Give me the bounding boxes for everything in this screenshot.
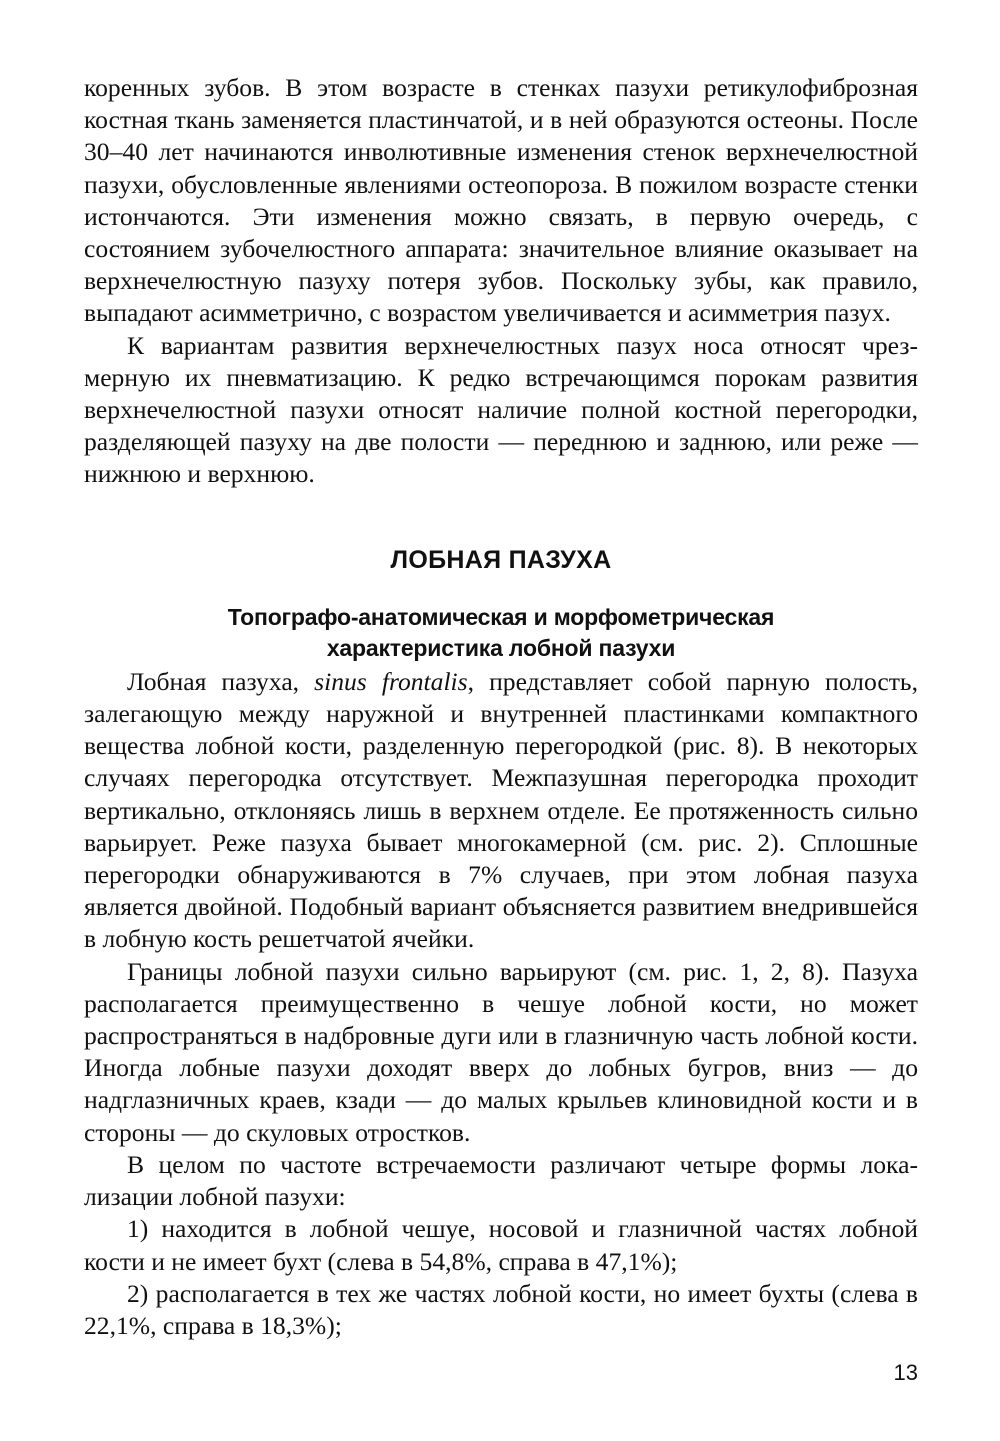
page-text-column bbox=[84, 72, 918, 1342]
latin-term: sinus frontalis bbox=[314, 666, 468, 696]
subsection-title bbox=[84, 602, 918, 664]
paragraph-frontal-sinus-definition bbox=[84, 666, 918, 956]
section-title: ЛОБНАЯ ПАЗУХА bbox=[390, 545, 612, 574]
frontal-def-text-rest: , представляет собой парную полость, залегающую между наружной и внутренней пластинками компактного вещества лобной кости, разделенную перегородкой (рис. 8). В некоторых случаях перегородка отсутствует. Межпазушная перегородка проходит вертикально, отклоняясь лишь в верхнем отделе. Ее протяженность сильно варьирует. Реже пазуха бывает многокамерной (см. рис. 2). Сплошные перегородки обнаруживаются в 7% случаев, при этом лобная пазуха является двойной. Подобный вариант объясняется развитием внедрившейся в лобную кость решетчатой ячейки. bbox=[84, 666, 918, 954]
paragraph-localization-forms-intro: В целом по частоте встречаемости различают четыре формы локализации лобной пазухи: bbox=[84, 1149, 918, 1212]
subsection-title-line-1: Топографо-анатомическая и морфометрическая bbox=[227, 603, 775, 630]
paragraph-maxillary-variants: К вариантам развития верхнечелюстных пазух носа относят чрезмерную их пневматизацию. К редко встречающимся порокам развития верхнечелюстной пазухи относят наличие полной костной перегородки, разделяющей пазуху на две полости — переднюю и заднюю, или реже — нижнюю и верхнюю. bbox=[84, 330, 918, 489]
subsection-title-line-2: характеристика лобной пазухи bbox=[326, 634, 676, 661]
list-item-form-2: 2) располагается в тех же частях лобной кости, но имеет бухты (слева в 22,1%, справа в 18,3%); bbox=[84, 1278, 918, 1340]
paragraph-maxillary-age-changes: коренных зубов. В этом возрасте в стенках пазухи ретикулофиброзная костная ткань заменяется пластинчатой, и в ней образуются остеоны. После 30–40 лет начинаются инволютивные изменения стенок верхнечелюстной пазухи, обусловленные явлениями остеопороза. В пожилом возрасте стенки истончаются. Эти изменения можно связать, в первую очередь, с состоянием зубочелюстного аппарата: значительное влияние оказывает на верхнечелюстную пазуху потеря зубов. Поскольку зубы, как правило, выпадают асимметрично, с возрастом увеличивается и асимметрия пазух. bbox=[84, 73, 918, 328]
list-item-form-1: 1) находится в лобной чешуе, носовой и глазничной частях лобной кости и не имеет бухт (слева в 54,8%, справа в 47,1%); bbox=[84, 1214, 918, 1276]
frontal-def-text-start: Лобная пазуха, bbox=[127, 666, 315, 696]
paragraph-frontal-sinus-borders: Границы лобной пазухи сильно варьируют (см. рис. 1, 2, 8). Пазуха располагается преимущественно в чешуе лобной кости, но может распространяться в надбровные дуги или в глазничную часть лобной кости. Иногда лобные пазухи доходят вверх до лобных бугров, вниз — до надглазничных краев, кзади — до малых крыльев клиновидной кости и в стороны — до скуловых отростков. bbox=[84, 956, 918, 1147]
page-number: 13 bbox=[893, 1360, 918, 1385]
